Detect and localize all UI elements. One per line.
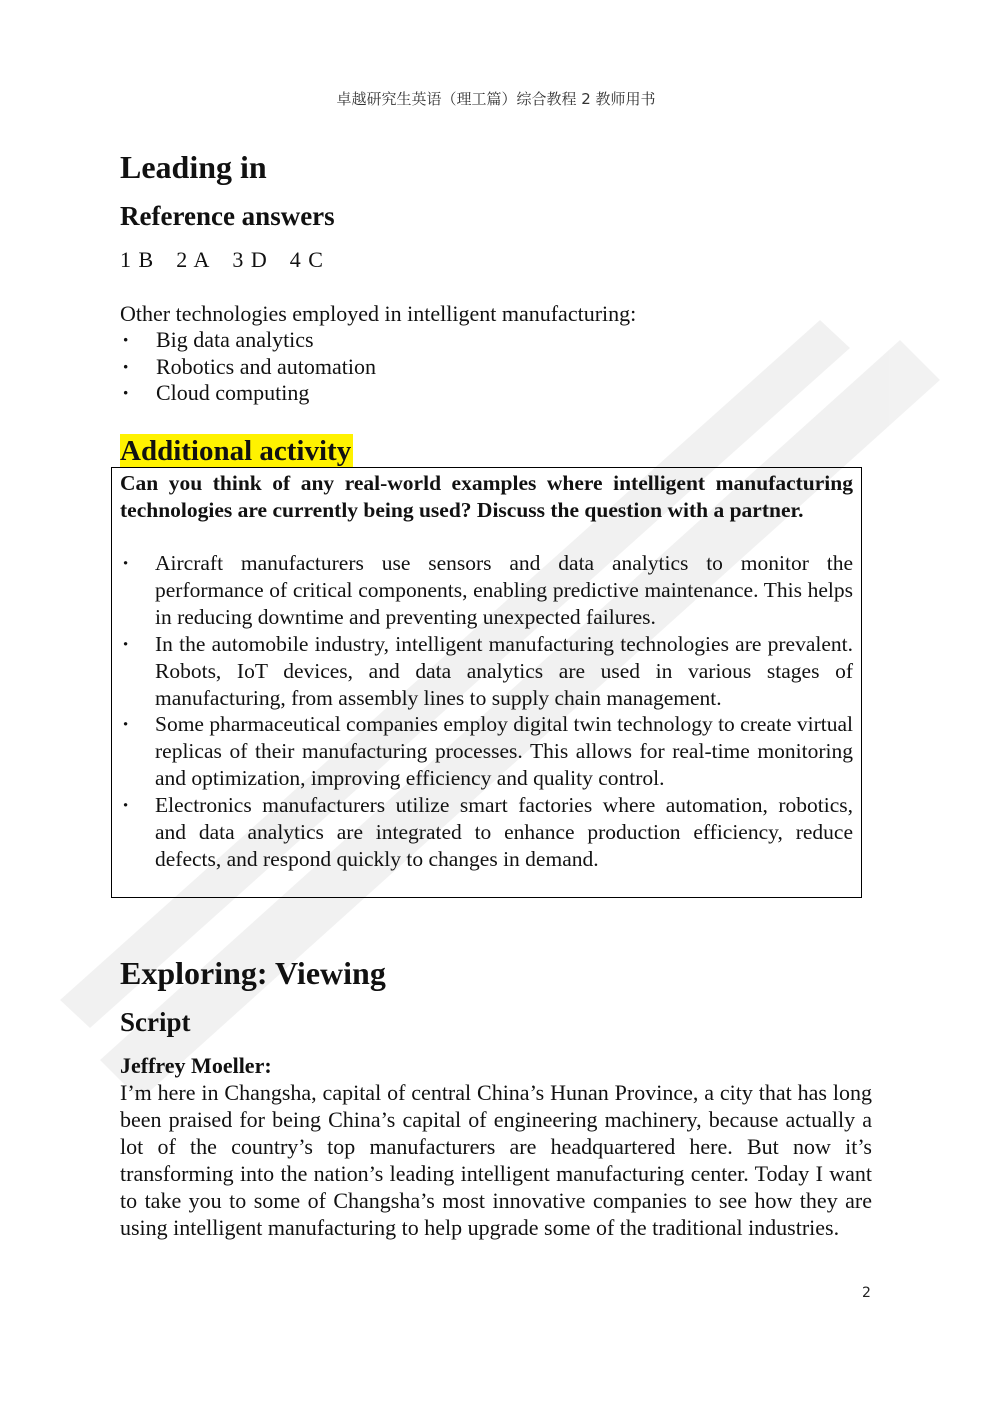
- list-item: · Aircraft manufacturers use sensors and data analytics to monitor the performance of critical components, enabling predictive maintenance. This helps in reducing downtime and preventing unexpected failures.: [120, 550, 853, 631]
- list-item: · In the automobile industry, intelligent manufacturing technologies are prevalent. Robots, IoT devices, and data analytics are used in various stages of manufacturing, from assembly lines to supply chain management.: [120, 631, 853, 712]
- list-item: · Robotics and automation: [120, 354, 376, 381]
- highlighted-heading-additional-activity: Additional activity: [120, 435, 352, 467]
- answer-4: 4 C: [289, 247, 324, 272]
- list-item: · Electronics manufacturers utilize smart factories where automation, robotics, and data analytics are integrated to enhance production efficiency, reduce defects, and respond quickly to changes in demand.: [120, 792, 853, 873]
- activity-question: Can you think of any real-world examples where intelligent manufacturing technologies are currently being used? Discuss the question with a partner.: [120, 471, 853, 522]
- technologies-intro: Other technologies employed in intelligent manufacturing:: [120, 301, 637, 326]
- subheading-script: Script: [120, 1007, 191, 1037]
- technologies-list: [120, 327, 376, 407]
- subheading-reference-answers: Reference answers: [120, 201, 335, 231]
- answer-3: 3 D: [232, 247, 268, 272]
- running-header: 卓越研究生英语（理工篇）综合教程 2 教师用书: [336, 90, 656, 108]
- list-item: · Big data analytics: [120, 327, 376, 354]
- section-heading-leading-in: Leading in: [120, 149, 267, 185]
- answer-1: 1 B: [120, 247, 155, 272]
- script-paragraph: I’m here in Changsha, capital of central China’s Hunan Province, a city that has long been praised for being China’s capital of engineering machinery, because actually a lot of the country’s top manufacturers are headquartered here. But now it’s transforming into the nation’s leading intelligent manufacturing center. Today I want to take you to some of Changsha’s most innovative companies to see how they are using intelligent manufacturing to help upgrade some of the traditional industries.: [120, 1080, 872, 1240]
- page-number: 2: [862, 1285, 871, 1301]
- answer-2: 2 A: [176, 247, 211, 272]
- section-heading-exploring: Exploring: Viewing: [120, 955, 386, 991]
- list-item: · Cloud computing: [120, 380, 376, 407]
- speaker-name: Jeffrey Moeller:: [120, 1053, 272, 1078]
- answer-key: [120, 246, 346, 274]
- list-item: · Some pharmaceutical companies employ digital twin technology to create virtual replicas of their manufacturing processes. This allows for real-time monitoring and optimization, improving efficiency and quality control.: [120, 711, 853, 792]
- activity-examples-list: [120, 550, 853, 873]
